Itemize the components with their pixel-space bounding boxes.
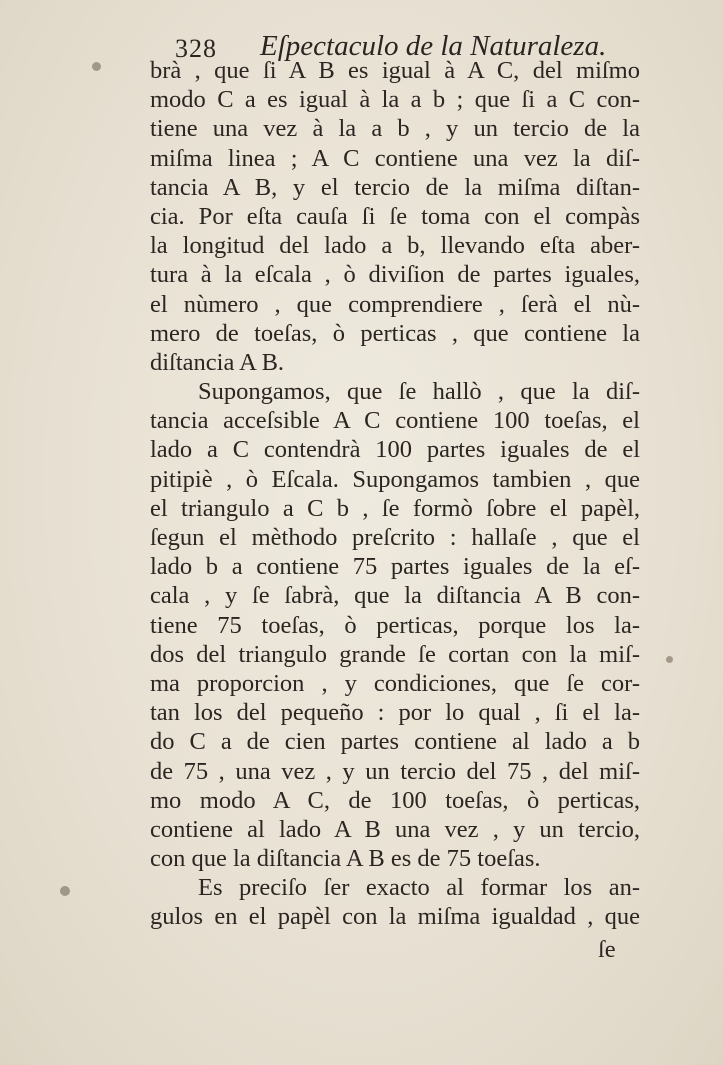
text-line: gulos en el papèl con la miſma igualdad , que	[150, 903, 640, 931]
running-title: Eſpectaculo de la Naturaleza.	[260, 30, 607, 62]
paragraph-end-line: con que la diſtancia A B es de 75 toeſas.	[150, 845, 541, 873]
text-line: mero de toeſas, ò perticas , que contiene la	[150, 319, 640, 347]
body-text	[150, 56, 640, 932]
text-line: tancia acceſsible A C contiene 100 toeſas, el	[150, 407, 640, 435]
text-line: miſma linea ; A C contiene una vez la diſ-	[150, 144, 640, 172]
text-line: tiene 75 toeſas, ò perticas, porque los la-	[150, 611, 640, 639]
foxing-spot	[666, 656, 673, 663]
text-line: do C a de cien partes contiene al lado a b	[150, 728, 640, 756]
text-line: de 75 , una vez , y un tercio del 75 , del miſ-	[150, 757, 640, 785]
text-line: lado a C contendrà 100 partes iguales de el	[150, 436, 640, 464]
paragraph-end-line: diſtancia A B.	[150, 348, 285, 376]
text-line: dos del triangulo grande ſe cortan con la miſ-	[150, 640, 640, 668]
text-line: tancia A B, y el tercio de la miſma diſtan-	[150, 173, 640, 201]
paragraph-start-line: Es preciſo ſer exacto al formar los an-	[198, 874, 640, 902]
text-line: tura à la eſcala , ò diviſion de partes iguales,	[150, 261, 640, 289]
foxing-spot	[60, 886, 70, 896]
text-line: tan los del pequeño : por lo qual , ſi el la-	[150, 699, 640, 727]
text-line: brà , que ſi A B es igual à A C, del miſmo	[150, 57, 640, 84]
text-line: el nùmero , que comprendiere , ſerà el nù-	[150, 290, 640, 318]
foxing-spot	[92, 62, 101, 71]
text-line: la longitud del lado a b, llevando eſta aber-	[150, 232, 640, 260]
text-line: el triangulo a C b , ſe formò ſobre el papèl,	[150, 494, 640, 522]
text-line: mo modo A C, de 100 toeſas, ò perticas,	[150, 786, 640, 814]
catchword: ſe	[598, 936, 616, 963]
page-number: 328	[175, 34, 217, 63]
text-line: cia. Por eſta cauſa ſi ſe toma con el compàs	[150, 202, 640, 230]
text-line: cala , y ſe ſabrà, que la diſtancia A B con-	[150, 582, 640, 610]
text-line: lado b a contiene 75 partes iguales de la eſ-	[150, 553, 640, 581]
paragraph-start-line: Supongamos, que ſe hallò , que la diſ-	[198, 378, 640, 406]
text-line: tiene una vez à la a b , y un tercio de la	[150, 115, 640, 143]
text-line: ma proporcion , y condiciones, que ſe cor-	[150, 669, 640, 697]
text-line: pitipiè , ò Eſcala. Supongamos tambien , que	[150, 465, 640, 493]
text-line: modo C a es igual à la a b ; que ſi a C con-	[150, 86, 640, 114]
text-line: ſegun el mèthodo preſcrito : hallaſe , que el	[150, 524, 640, 551]
text-line: contiene al lado A B una vez , y un tercio,	[150, 815, 640, 843]
